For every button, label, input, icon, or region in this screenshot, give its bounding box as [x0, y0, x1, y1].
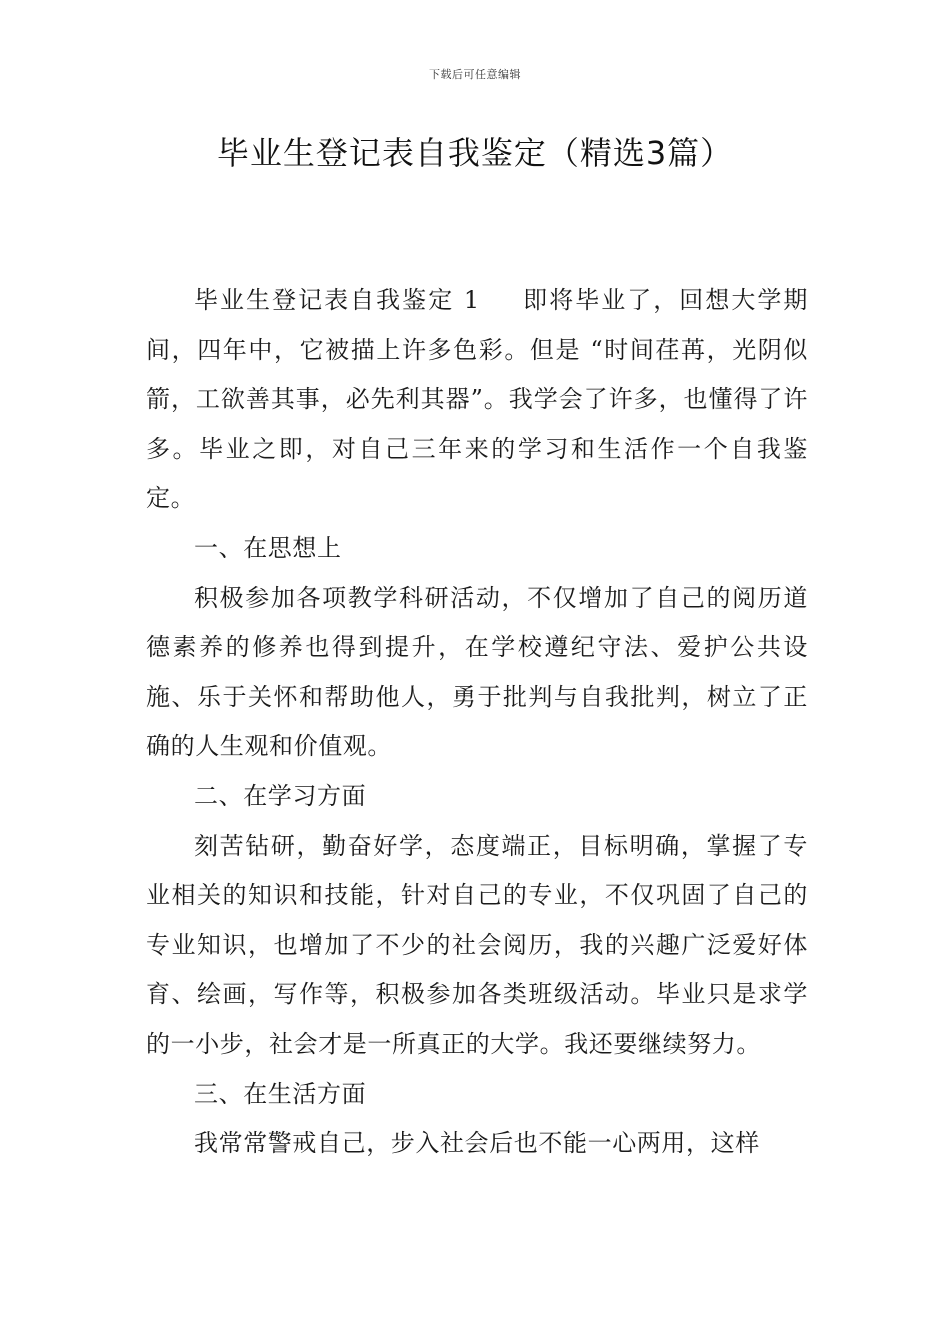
intro-label: 毕业生登记表自我鉴定 1 — [194, 286, 480, 314]
section2-paragraph: 刻苦钻研，勤奋好学，态度端正，目标明确，掌握了专业相关的知识和技能，针对自己的专业，不仅巩固了自己的专业知识，也增加了不少的社会阅历，我的兴趣广泛爱好体育、绘画，写作等，积极参加各类班级活动。毕业只是求学的一小步，社会才是一所真正的大学。我还要继续努力。 — [146, 831, 808, 1058]
page-header-note: 下载后可任意编辑 — [429, 68, 521, 81]
document-title: 毕业生登记表自我鉴定（精选3篇） — [216, 134, 734, 172]
section3-heading: 三、在生活方面 — [194, 1079, 367, 1108]
section2-heading: 二、在学习方面 — [194, 781, 367, 810]
section3-paragraph: 我常常警戒自己，步入社会后也不能一心两用，这样 — [194, 1129, 760, 1158]
section1-heading: 一、在思想上 — [194, 533, 342, 562]
intro-paragraph — [146, 276, 808, 524]
document-body — [146, 276, 808, 1169]
section1-paragraph: 积极参加各项教学科研活动，不仅增加了自己的阅历道德素养的修养也得到提升，在学校遵纪守法、爱护公共设施、乐于关怀和帮助他人，勇于批判与自我批判，树立了正确的人生观和价值观。 — [146, 583, 808, 761]
intro-text: 即将毕业了，回想大学期间，四年中，它被描上许多色彩。但是 “时间荏苒，光阴似箭，工欲善其事，必先利其器”。我学会了许多，也懂得了许多。毕业之即，对自己三年来的学习和生活作一个自我鉴定。 — [146, 286, 808, 513]
